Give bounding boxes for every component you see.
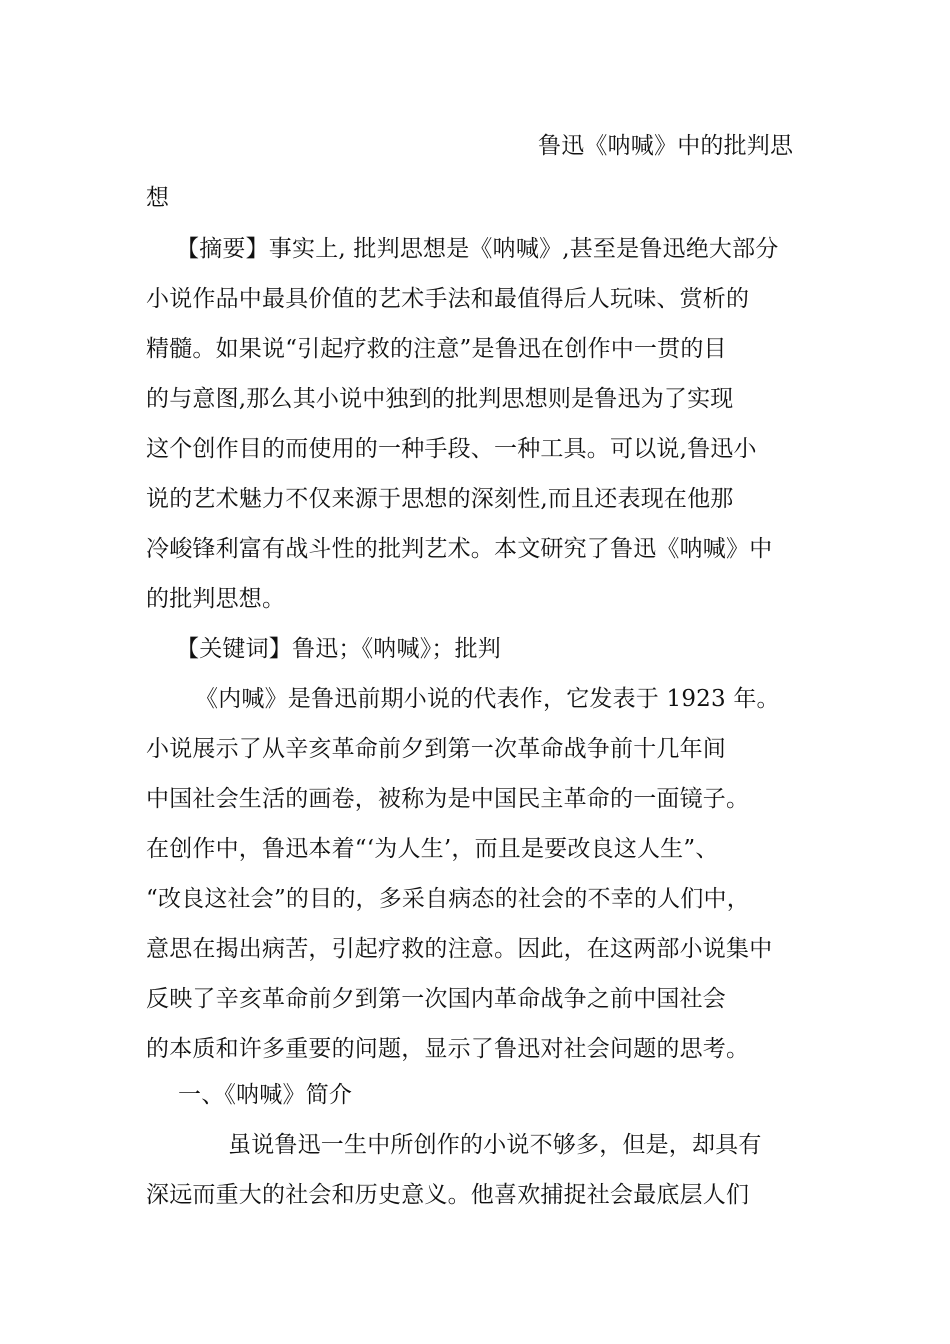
abstract-line-5: 这个创作目的而使用的一种手段、一种工具。可以说,鲁迅小 [146,436,757,462]
intro-line-1: 《内喊》是鲁迅前期小说的代表作，它发表于 1923 年。 [195,686,780,712]
keywords-line: 【关键词】鲁迅；《呐喊》；批判 [176,636,501,662]
intro-line-5: “改良这社会”的目的，多采自病态的社会的不幸的人们中， [146,886,750,912]
intro-line-2: 小说展示了从辛亥革命前夕到第一次革命战争前十几年间 [146,736,726,762]
section-line-2: 深远而重大的社会和历史意义。他喜欢捕捉社会最底层人们 [146,1182,750,1208]
intro-line-8: 的本质和许多重要的问题，显示了鲁迅对社会问题的思考。 [146,1036,750,1062]
abstract-line-8: 的批判思想。 [146,586,286,612]
intro-line-7: 反映了辛亥革命前夕到第一次国内革命战争之前中国社会 [146,986,726,1012]
abstract-line-1: 【摘要】事实上, 批判思想是《呐喊》,甚至是鲁迅绝大部分 [176,236,779,262]
abstract-line-2: 小说作品中最具价值的艺术手法和最值得后人玩味、赏析的 [146,286,750,312]
title-line-2: 想 [146,185,170,211]
intro-line-4: 在创作中，鲁迅本着“‘为人生’，而且是要改良这人生”、 [146,836,719,862]
abstract-line-7: 冷峻锋利富有战斗性的批判艺术。本文研究了鲁迅《呐喊》中 [146,536,773,562]
title-line-1: 鲁迅《呐喊》中的批判思 [538,133,794,159]
intro-line-3: 中国社会生活的画卷，被称为是中国民主革命的一面镜子。 [146,786,750,812]
intro-line-6: 意思在揭出病苦，引起疗救的注意。因此，在这两部小说集中 [146,936,773,962]
abstract-line-3: 精髓。如果说“引起疗救的注意”是鲁迅在创作中一贯的目 [146,336,727,362]
section-line-1: 虽说鲁迅一生中所创作的小说不够多，但是，却具有 [228,1132,762,1158]
abstract-line-4: 的与意图,那么其小说中独到的批判思想则是鲁迅为了实现 [146,386,734,412]
abstract-line-6: 说的艺术魅力不仅来源于思想的深刻性,而且还表现在他那 [146,486,734,512]
section-heading-line: 一、《呐喊》简介 [178,1082,353,1108]
